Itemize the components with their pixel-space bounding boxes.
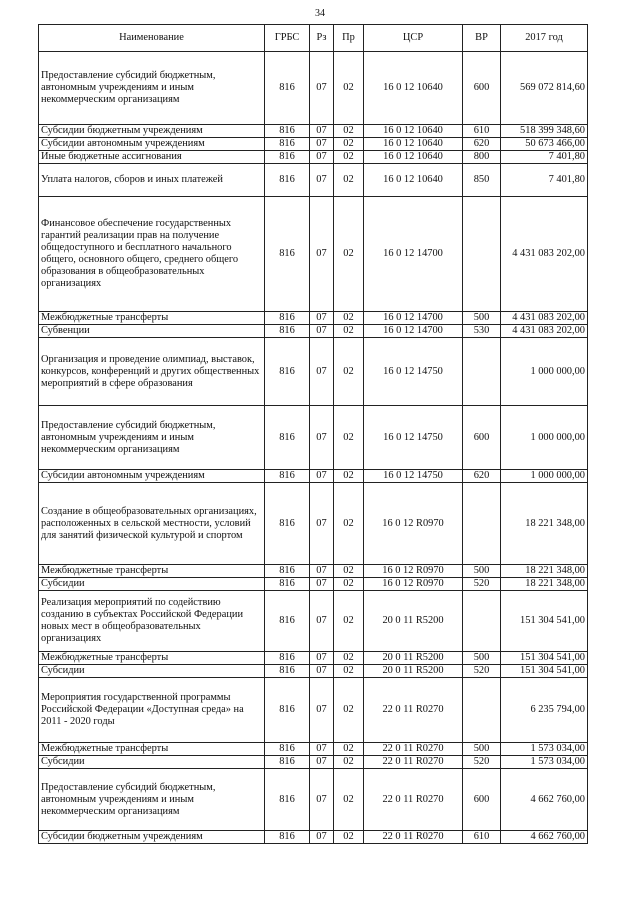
row-grbs: 816 [265,665,310,678]
row-csr: 16 0 12 10640 [364,138,463,151]
row-rz: 07 [310,678,334,743]
row-pr: 02 [334,312,364,325]
row-rz: 07 [310,743,334,756]
row-amount: 4 662 760,00 [501,831,588,844]
row-name: Субсидии [39,665,265,678]
row-grbs: 816 [265,743,310,756]
row-pr: 02 [334,652,364,665]
row-grbs: 816 [265,138,310,151]
row-vr: 610 [463,831,501,844]
row-name: Создание в общеобразовательных организациях, расположенных в сельской местности, условий для занятий физической культурой и спортом [39,483,265,565]
row-pr: 02 [334,578,364,591]
row-pr: 02 [334,138,364,151]
row-csr: 22 0 11 R0270 [364,769,463,831]
row-amount: 18 221 348,00 [501,578,588,591]
row-name: Организация и проведение олимпиад, выставок, конкурсов, конференций и других общественных мероприятий в сфере образования [39,338,265,406]
row-vr: 600 [463,406,501,470]
header-year: 2017 год [501,25,588,52]
row-csr: 16 0 12 14750 [364,338,463,406]
row-rz: 07 [310,483,334,565]
row-csr: 16 0 12 R0970 [364,483,463,565]
row-name: Субсидии бюджетным учреждениям [39,831,265,844]
row-vr [463,338,501,406]
header-grbs: ГРБС [265,25,310,52]
row-rz: 07 [310,406,334,470]
table-row [39,831,588,844]
row-vr: 500 [463,652,501,665]
row-amount: 4 431 083 202,00 [501,197,588,312]
row-pr: 02 [334,665,364,678]
row-rz: 07 [310,52,334,125]
row-name: Субсидии бюджетным учреждениям [39,125,265,138]
table-row [39,756,588,769]
row-grbs: 816 [265,151,310,164]
table-row [39,483,588,565]
row-pr: 02 [334,151,364,164]
row-grbs: 816 [265,470,310,483]
row-rz: 07 [310,338,334,406]
row-amount: 1 000 000,00 [501,406,588,470]
row-rz: 07 [310,325,334,338]
row-rz: 07 [310,665,334,678]
row-grbs: 816 [265,325,310,338]
row-pr: 02 [334,769,364,831]
table-row [39,470,588,483]
table-row [39,665,588,678]
row-csr: 16 0 12 10640 [364,52,463,125]
row-rz: 07 [310,578,334,591]
row-csr: 22 0 11 R0270 [364,831,463,844]
row-rz: 07 [310,125,334,138]
row-amount: 151 304 541,00 [501,665,588,678]
row-csr: 16 0 12 10640 [364,164,463,197]
row-pr: 02 [334,325,364,338]
row-rz: 07 [310,164,334,197]
row-amount: 4 431 083 202,00 [501,312,588,325]
row-amount: 4 431 083 202,00 [501,325,588,338]
row-grbs: 816 [265,164,310,197]
row-vr: 800 [463,151,501,164]
table-row [39,164,588,197]
row-grbs: 816 [265,578,310,591]
row-name: Межбюджетные трансферты [39,312,265,325]
table-row [39,769,588,831]
row-rz: 07 [310,769,334,831]
row-pr: 02 [334,743,364,756]
row-vr: 520 [463,578,501,591]
row-rz: 07 [310,197,334,312]
row-name: Межбюджетные трансферты [39,652,265,665]
row-csr: 16 0 12 10640 [364,151,463,164]
header-vr: ВР [463,25,501,52]
row-csr: 20 0 11 R5200 [364,665,463,678]
table-row [39,678,588,743]
row-amount: 18 221 348,00 [501,483,588,565]
row-pr: 02 [334,678,364,743]
row-csr: 20 0 11 R5200 [364,591,463,652]
row-pr: 02 [334,831,364,844]
row-grbs: 816 [265,565,310,578]
row-vr [463,591,501,652]
row-rz: 07 [310,138,334,151]
row-vr: 610 [463,125,501,138]
row-csr: 16 0 12 14750 [364,470,463,483]
table-row [39,406,588,470]
row-vr: 500 [463,743,501,756]
row-pr: 02 [334,197,364,312]
table-row [39,125,588,138]
row-csr: 16 0 12 14700 [364,312,463,325]
row-pr: 02 [334,470,364,483]
header-csr: ЦСР [364,25,463,52]
row-csr: 16 0 12 14750 [364,406,463,470]
row-grbs: 816 [265,769,310,831]
row-name: Иные бюджетные ассигнования [39,151,265,164]
row-vr: 530 [463,325,501,338]
budget-table [38,24,588,844]
row-amount: 569 072 814,60 [501,52,588,125]
row-pr: 02 [334,591,364,652]
row-name: Уплата налогов, сборов и иных платежей [39,164,265,197]
row-vr: 500 [463,565,501,578]
row-vr: 600 [463,52,501,125]
row-pr: 02 [334,164,364,197]
row-grbs: 816 [265,756,310,769]
row-pr: 02 [334,125,364,138]
row-grbs: 816 [265,483,310,565]
row-name: Субсидии автономным учреждениям [39,138,265,151]
row-csr: 22 0 11 R0270 [364,756,463,769]
row-pr: 02 [334,756,364,769]
row-grbs: 816 [265,125,310,138]
row-pr: 02 [334,565,364,578]
row-amount: 151 304 541,00 [501,591,588,652]
row-vr: 520 [463,665,501,678]
row-csr: 16 0 12 14700 [364,197,463,312]
row-grbs: 816 [265,338,310,406]
row-grbs: 816 [265,591,310,652]
table-row [39,743,588,756]
table-row [39,565,588,578]
row-rz: 07 [310,470,334,483]
row-name: Субвенции [39,325,265,338]
row-pr: 02 [334,338,364,406]
row-amount: 1 573 034,00 [501,756,588,769]
table-row [39,312,588,325]
row-name: Предоставление субсидий бюджетным, автономным учреждениям и иным некоммерческим организациям [39,769,265,831]
row-grbs: 816 [265,678,310,743]
row-amount: 1 000 000,00 [501,470,588,483]
row-amount: 50 673 466,00 [501,138,588,151]
header-name: Наименование [39,25,265,52]
row-amount: 7 401,80 [501,151,588,164]
row-amount: 4 662 760,00 [501,769,588,831]
row-vr [463,483,501,565]
row-amount: 1 000 000,00 [501,338,588,406]
row-amount: 7 401,80 [501,164,588,197]
row-vr: 600 [463,769,501,831]
row-pr: 02 [334,483,364,565]
table-row [39,197,588,312]
row-rz: 07 [310,756,334,769]
table-row [39,151,588,164]
row-name: Субсидии автономным учреждениям [39,470,265,483]
row-csr: 22 0 11 R0270 [364,678,463,743]
table-row [39,652,588,665]
row-rz: 07 [310,831,334,844]
table-row [39,52,588,125]
row-grbs: 816 [265,312,310,325]
row-csr: 16 0 12 14700 [364,325,463,338]
row-amount: 518 399 348,60 [501,125,588,138]
row-pr: 02 [334,52,364,125]
table-row [39,325,588,338]
header-rz: Рз [310,25,334,52]
row-csr: 16 0 12 R0970 [364,565,463,578]
table-header-row [39,25,588,52]
row-grbs: 816 [265,406,310,470]
row-amount: 151 304 541,00 [501,652,588,665]
table-row [39,338,588,406]
row-vr [463,197,501,312]
table-row [39,138,588,151]
row-csr: 20 0 11 R5200 [364,652,463,665]
row-name: Субсидии [39,578,265,591]
row-csr: 22 0 11 R0270 [364,743,463,756]
row-vr: 500 [463,312,501,325]
row-csr: 16 0 12 R0970 [364,578,463,591]
row-rz: 07 [310,652,334,665]
row-name: Субсидии [39,756,265,769]
row-pr: 02 [334,406,364,470]
row-name: Межбюджетные трансферты [39,565,265,578]
table-row [39,578,588,591]
row-name: Мероприятия государственной программы Российской Федерации «Доступная среда» на 2011 - 2020 годы [39,678,265,743]
row-grbs: 816 [265,831,310,844]
row-amount: 18 221 348,00 [501,565,588,578]
row-name: Межбюджетные трансферты [39,743,265,756]
row-vr: 520 [463,756,501,769]
row-rz: 07 [310,591,334,652]
row-name: Предоставление субсидий бюджетным, автономным учреждениям и иным некоммерческим организациям [39,52,265,125]
row-rz: 07 [310,565,334,578]
table-row [39,591,588,652]
row-name: Предоставление субсидий бюджетным, автономным учреждениям и иным некоммерческим организациям [39,406,265,470]
row-grbs: 816 [265,52,310,125]
row-amount: 1 573 034,00 [501,743,588,756]
row-vr [463,678,501,743]
row-vr: 620 [463,138,501,151]
row-rz: 07 [310,312,334,325]
row-grbs: 816 [265,652,310,665]
row-rz: 07 [310,151,334,164]
page-number: 34 [315,8,325,19]
row-vr: 850 [463,164,501,197]
header-pr: Пр [334,25,364,52]
row-amount: 6 235 794,00 [501,678,588,743]
row-vr: 620 [463,470,501,483]
row-grbs: 816 [265,197,310,312]
row-csr: 16 0 12 10640 [364,125,463,138]
row-name: Реализация мероприятий по содействию созданию в субъектах Российской Федерации новых мест в общеобразовательных организациях [39,591,265,652]
row-name: Финансовое обеспечение государственных гарантий реализации прав на получение общедоступного и бесплатного начального общего, основного общего, среднего общего образования в общеобразовательных организациях [39,197,265,312]
